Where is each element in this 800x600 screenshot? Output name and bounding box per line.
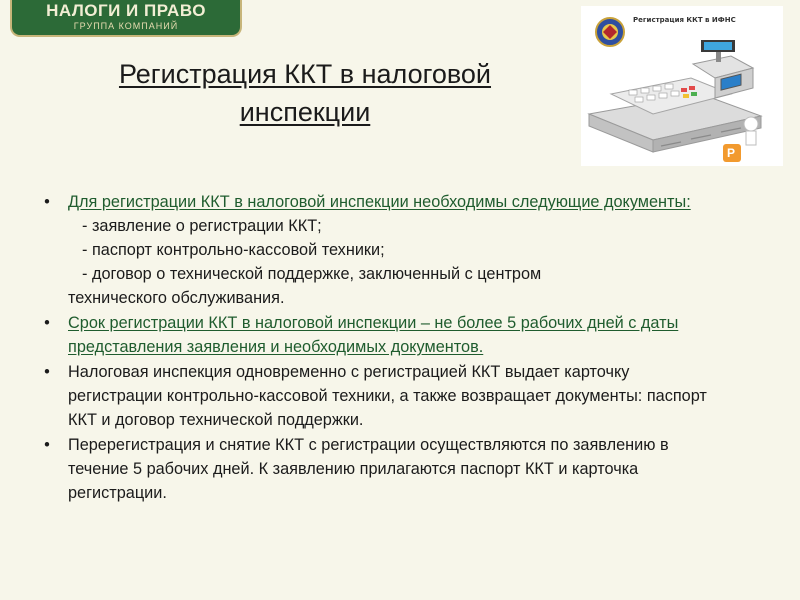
bullet-dot: •: [44, 193, 50, 211]
cash-register-icon: [581, 6, 783, 166]
list-item: [30, 360, 720, 432]
list-item-text: Перерегистрация и снятие ККТ с регистрации осуществляются по заявлению в течение 5 рабочих дней. К заявлению прилагаются паспорт ККТ и карточка регистрации.: [68, 436, 669, 502]
deadline-link[interactable]: Срок регистрации ККТ в налоговой инспекции – не более 5 рабочих дней с даты представления заявления и необходимых документов.: [68, 314, 679, 356]
title-line-1: Регистрация ККТ в налоговой: [118, 59, 492, 89]
logo-title: НАЛОГИ И ПРАВО: [46, 1, 206, 20]
badge-letter: Р: [727, 146, 736, 160]
list-item-text: Налоговая инспекция одновременно с регистрацией ККТ выдает карточку регистрации контрольно-кассовой техники, а также возвращает документы: паспорт ККТ и договор технической поддержки.: [68, 363, 707, 429]
sub-item: - паспорт контрольно-кассовой техники;: [82, 241, 385, 259]
list-item: [30, 311, 720, 359]
cash-register-illustration: [581, 6, 783, 166]
bullet-dot: •: [44, 314, 50, 332]
bullet-dot: •: [44, 436, 50, 454]
list-item: [30, 433, 720, 505]
title-line-2: инспекции: [239, 97, 371, 127]
slide-title: [30, 55, 580, 131]
illustration-caption: Регистрация ККТ в ИФНС: [633, 16, 736, 24]
company-logo: [10, 0, 242, 37]
sub-item-tail: технического обслуживания.: [68, 289, 285, 307]
sub-item: - заявление о регистрации ККТ;: [82, 217, 322, 235]
documents-heading-link[interactable]: Для регистрации ККТ в налоговой инспекции необходимы следующие документы:: [68, 193, 691, 211]
bullet-dot: •: [44, 363, 50, 381]
logo-subtitle: ГРУППА КОМПАНИЙ: [73, 21, 179, 31]
list-item: [30, 190, 720, 310]
bullet-list: [30, 190, 720, 506]
sub-item: - договор о технической поддержке, заключенный с центром: [82, 265, 542, 283]
